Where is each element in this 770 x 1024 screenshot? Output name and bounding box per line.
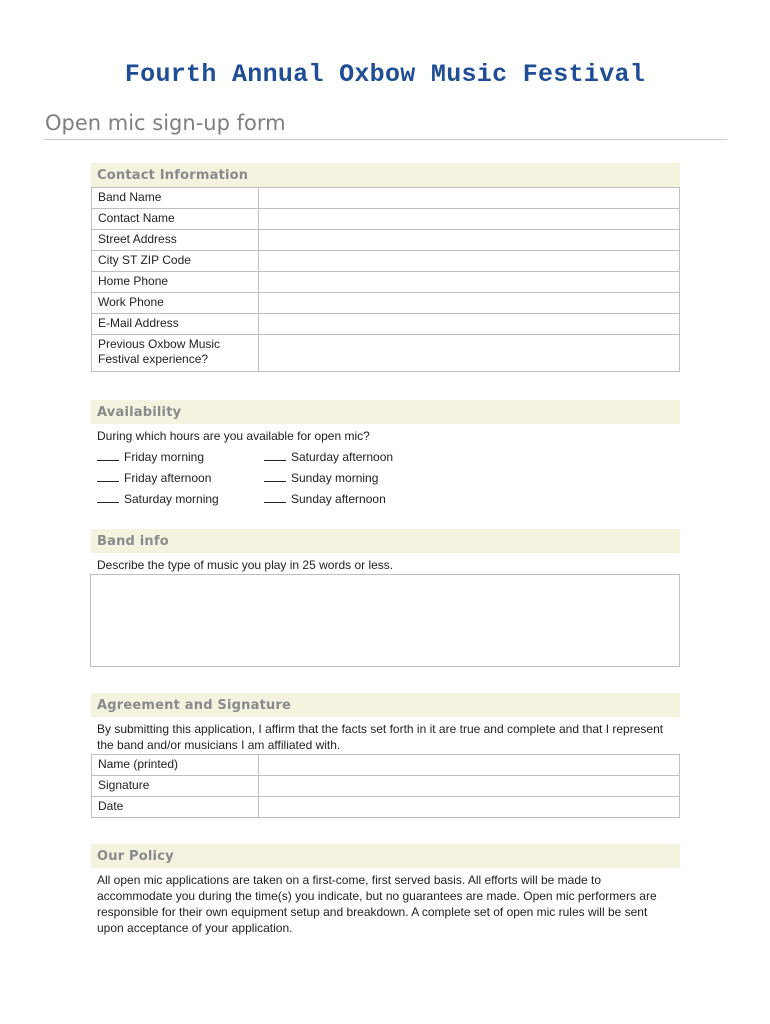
contact-row-home-phone — [92, 272, 680, 293]
option-label: Saturday afternoon — [291, 450, 394, 464]
checkbox-blank[interactable] — [264, 449, 286, 461]
availability-option[interactable] — [97, 449, 204, 464]
availability-option[interactable] — [97, 470, 211, 485]
band-info-prompt: Describe the type of music you play in 25 words or less. — [97, 558, 394, 572]
street-address-field[interactable] — [259, 230, 680, 251]
contact-row-contact-name — [92, 209, 680, 230]
availability-option[interactable] — [264, 449, 393, 464]
field-label: Name (printed) — [92, 755, 259, 776]
contact-row-city-st-zip — [92, 251, 680, 272]
field-label: Signature — [92, 776, 259, 797]
form-subtitle: Open mic sign-up form — [45, 111, 286, 135]
contact-row-street-address — [92, 230, 680, 251]
signature-row-signature — [92, 776, 680, 797]
contact-table — [91, 187, 680, 372]
field-label: City ST ZIP Code — [92, 251, 259, 272]
option-label: Saturday morning — [124, 492, 219, 506]
contact-name-field[interactable] — [259, 209, 680, 230]
signature-field[interactable] — [259, 776, 680, 797]
signature-row-name — [92, 755, 680, 776]
availability-option[interactable] — [264, 491, 386, 506]
option-label: Sunday morning — [291, 471, 379, 485]
checkbox-blank[interactable] — [97, 491, 119, 503]
availability-section-heading: Availability — [91, 400, 680, 424]
field-label: Date — [92, 797, 259, 818]
printed-name-field[interactable] — [259, 755, 680, 776]
field-label: Street Address — [92, 230, 259, 251]
agreement-statement: By submitting this application, I affirm that the facts set forth in it are true and complete and that I represent the band and/or musicians I am affiliated with. — [97, 722, 664, 752]
work-phone-field[interactable] — [259, 293, 680, 314]
availability-option[interactable] — [264, 470, 378, 485]
option-label: Friday morning — [124, 450, 205, 464]
subtitle-divider — [44, 139, 727, 140]
signature-row-date — [92, 797, 680, 818]
checkbox-blank[interactable] — [97, 470, 119, 482]
contact-row-previous-experience — [92, 335, 680, 372]
music-description-field[interactable] — [90, 574, 680, 667]
contact-row-email — [92, 314, 680, 335]
field-label: Home Phone — [92, 272, 259, 293]
band-name-field[interactable] — [259, 188, 680, 209]
policy-text: All open mic applications are taken on a first-come, first served basis. All efforts will be made to accommodate you during the time(s) you indicate, but no guarantees are made. Open mic performers are responsible for their own equipment setup and breakdown. A complete set of open mic rules will be sent upon acceptance of your application. — [97, 873, 657, 935]
city-st-zip-field[interactable] — [259, 251, 680, 272]
option-label: Friday afternoon — [124, 471, 212, 485]
field-label: Band Name — [92, 188, 259, 209]
field-label: Previous Oxbow Music Festival experience? — [92, 335, 259, 372]
signature-table — [91, 754, 680, 818]
date-field[interactable] — [259, 797, 680, 818]
policy-section-heading: Our Policy — [91, 844, 680, 868]
field-label: Contact Name — [92, 209, 259, 230]
field-label: E-Mail Address — [92, 314, 259, 335]
field-label: Work Phone — [92, 293, 259, 314]
checkbox-blank[interactable] — [97, 449, 119, 461]
band-info-section-heading: Band info — [91, 529, 680, 553]
option-label: Sunday afternoon — [291, 492, 386, 506]
previous-experience-field[interactable] — [259, 335, 680, 372]
checkbox-blank[interactable] — [264, 491, 286, 503]
agreement-section-heading: Agreement and Signature — [91, 693, 680, 717]
checkbox-blank[interactable] — [264, 470, 286, 482]
contact-row-work-phone — [92, 293, 680, 314]
availability-option[interactable] — [97, 491, 219, 506]
form-title: Fourth Annual Oxbow Music Festival — [124, 60, 646, 89]
email-field[interactable] — [259, 314, 680, 335]
contact-section-heading: Contact Information — [91, 163, 680, 187]
contact-row-band-name — [92, 188, 680, 209]
home-phone-field[interactable] — [259, 272, 680, 293]
availability-question: During which hours are you available for open mic? — [97, 429, 370, 443]
